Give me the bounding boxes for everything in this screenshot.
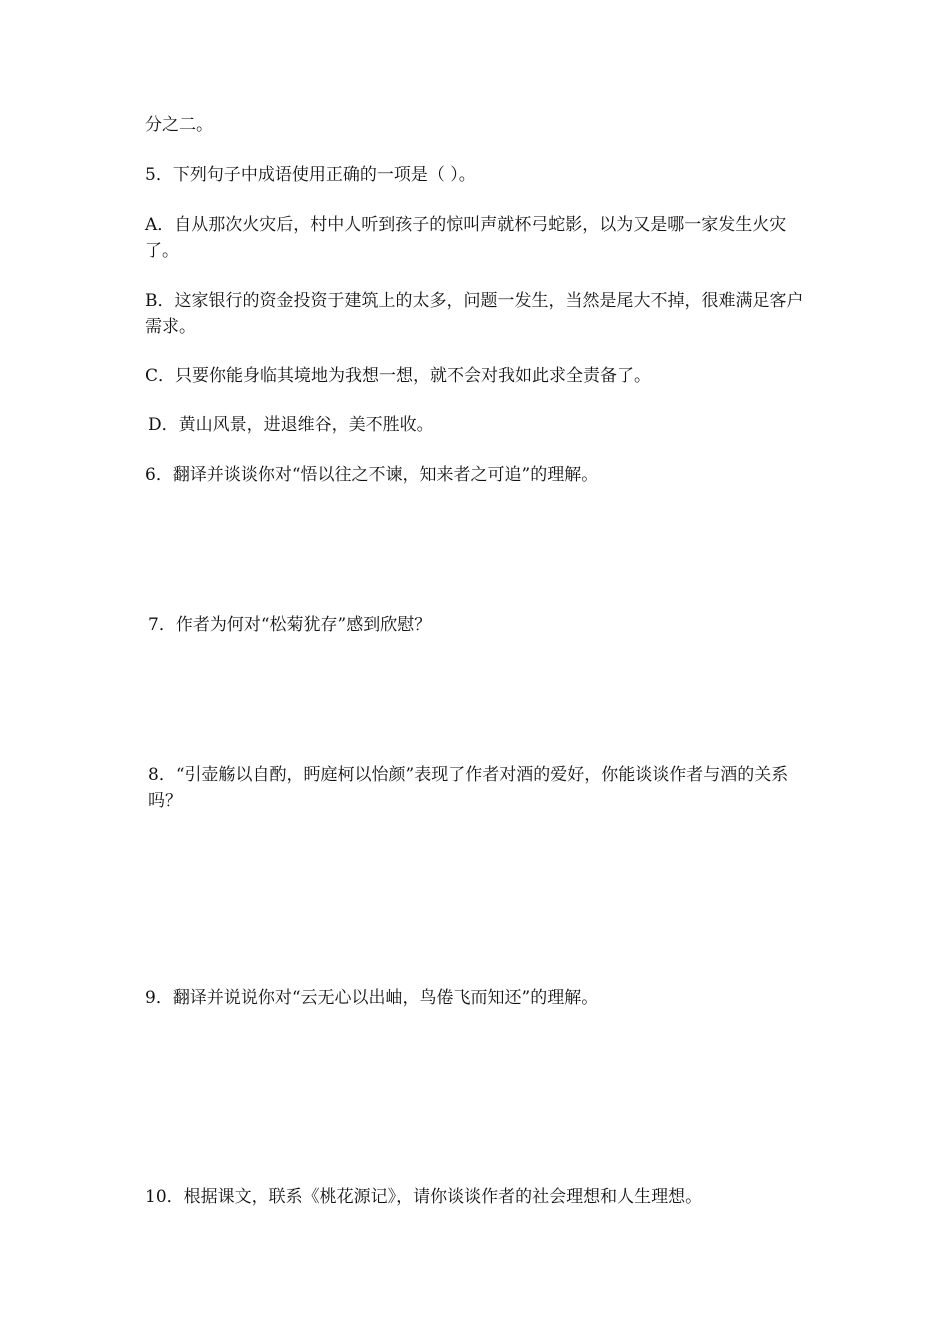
question-7: 7．作者为何对“松菊犹存”感到欣慰？ [148, 615, 432, 635]
question-10: 10．根据课文，联系《桃花源记》，请你谈谈作者的社会理想和人生理想。 [145, 1187, 703, 1207]
question-5-option-d: D．黄山风景，进退维谷，美不胜收。 [148, 415, 434, 435]
question-5-option-b: B．这家银行的资金投资于建筑上的太多，问题一发生，当然是尾大不掉，很难满足客户需求。 [145, 291, 804, 337]
question-5-option-c: C．只要你能身临其境地为我想一想，就不会对我如此求全责备了。 [145, 366, 652, 386]
question-6: 6．翻译并谈谈你对“悟以往之不谏，知来者之可追”的理解。 [145, 465, 599, 485]
question-5-stem: 5．下列句子中成语使用正确的一项是（ ）。 [145, 165, 476, 185]
question-5-option-a: A．自从那次火灾后，村中人听到孩子的惊叫声就杯弓蛇影，以为又是哪一家发生火灾了。 [145, 215, 787, 261]
continuation-text: 分之二。 [145, 115, 213, 135]
question-8: 8．“引壶觞以自酌，眄庭柯以怡颜”表现了作者对酒的爱好，你能谈谈作者与酒的关系吗？ [148, 765, 789, 811]
question-9: 9．翻译并说说你对“云无心以出岫，鸟倦飞而知还”的理解。 [145, 988, 599, 1008]
